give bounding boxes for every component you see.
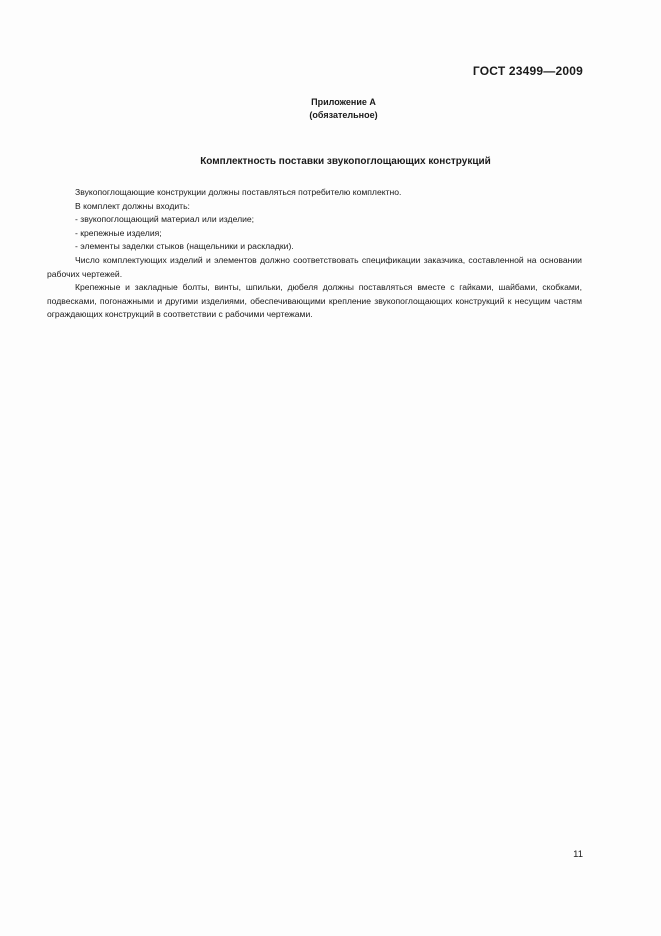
paragraph: Число комплектующих изделий и элементов должно соответствовать спецификации заказчика, составленной на основании рабочих чертежей. (47, 254, 582, 279)
page-number: 11 (573, 849, 583, 860)
paragraph: Звукопоглощающие конструкции должны поставляться потребителю комплектно. (75, 187, 402, 197)
list-item: - элементы заделки стыков (нащельники и раскладки). (75, 241, 294, 252)
body-text (47, 186, 582, 322)
appendix-status: (обязательное) (309, 110, 378, 120)
appendix-title: Приложение А (311, 97, 376, 107)
appendix-heading (0, 96, 661, 122)
section-title: Комплектность поставки звукопоглощающих конструкций (200, 156, 491, 167)
list-item: - крепежные изделия; (75, 227, 162, 238)
paragraph: Крепежные и закладные болты, винты, шпильки, дюбеля должны поставляться вместе с гайками, шайбами, скобками, подвесками, погонажными и другими изделиями, обеспечивающими крепление звукопоглощающих конструкций к несущим частям ограждающих конструкций в соответствии с рабочими чертежами. (47, 282, 582, 320)
paragraph: В комплект должны входить: (75, 200, 190, 211)
document-code: ГОСТ 23499—2009 (472, 64, 583, 78)
list-item: - звукопоглощающий материал или изделие; (75, 214, 255, 225)
